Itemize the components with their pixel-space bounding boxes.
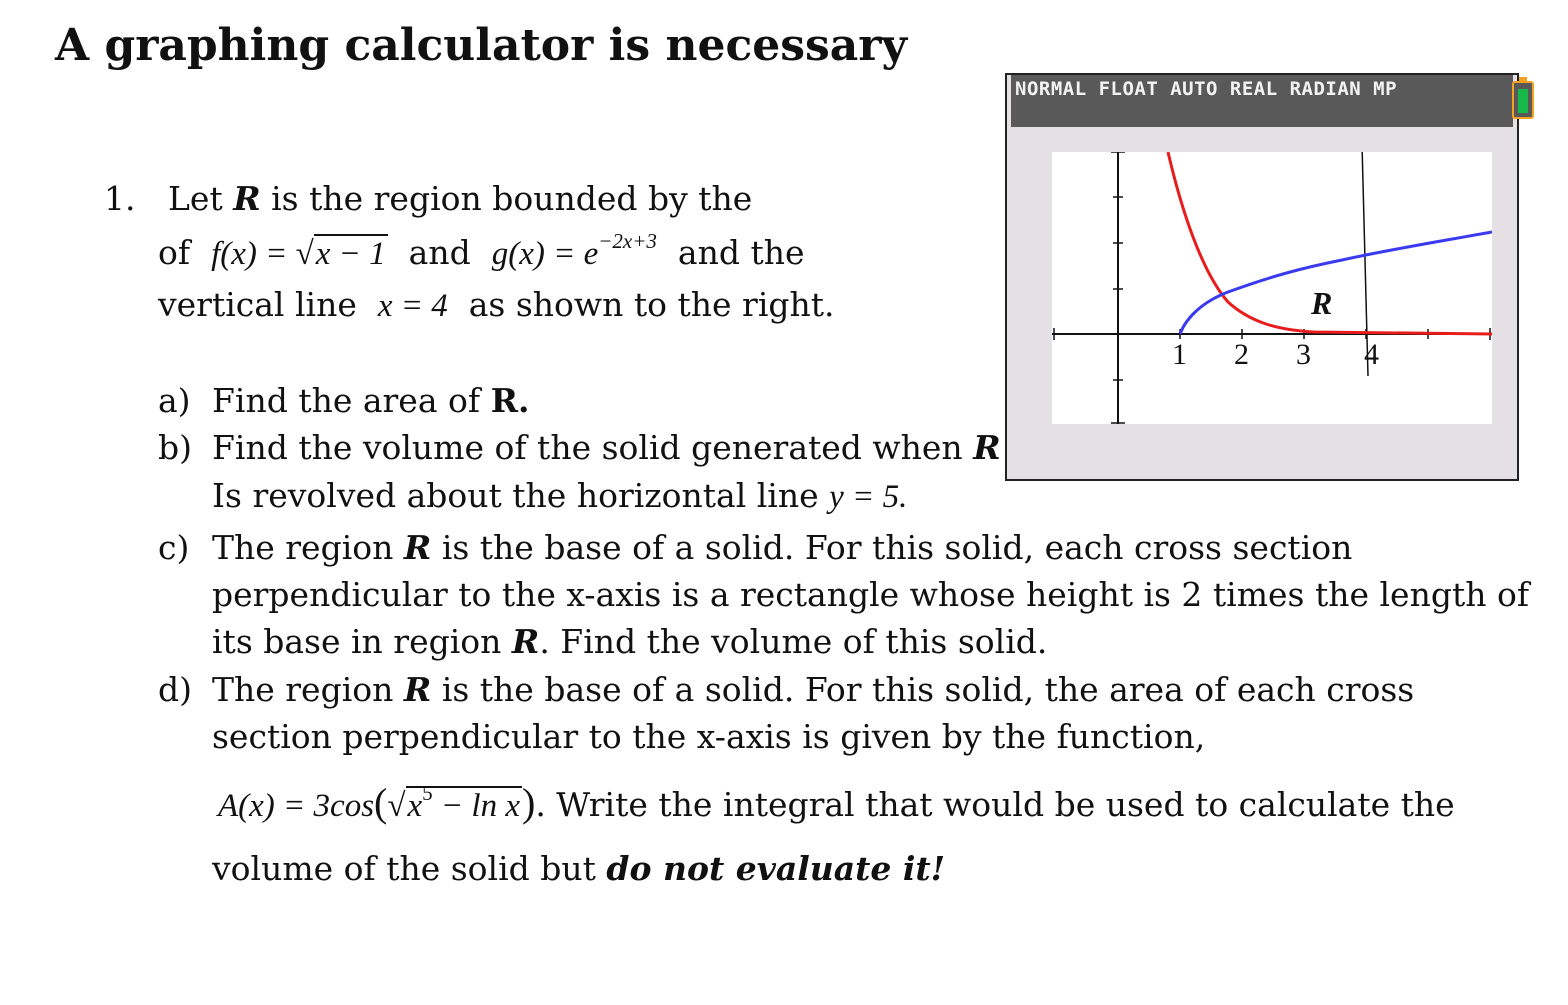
area-function: $A(x) = 3\cos(√x^5 - \ln x)$ — [218, 780, 536, 825]
page-title: A graphing calculator is necessary — [55, 20, 908, 71]
part-d-line-1: The region R is the base of a solid. For this solid, the area of each cross — [212, 670, 1415, 709]
tick-label-1: 1 — [1172, 338, 1187, 371]
region-label: R — [1311, 285, 1333, 321]
part-b-label: b) — [158, 428, 192, 467]
part-d-label: d) — [158, 670, 192, 709]
part-d-line-4: volume of the solid but do not evaluate it! — [212, 849, 946, 888]
tick-label-2: 2 — [1234, 338, 1249, 371]
calculator-status-bar — [1011, 75, 1513, 127]
part-a-text: Find the area of R. — [212, 381, 530, 420]
part-b-line-1: Find the volume of the solid generated when R — [212, 428, 1001, 467]
graph-svg — [1052, 152, 1492, 424]
part-c-line-2: perpendicular to the x-axis is a rectangle whose height is 2 times the length of — [212, 575, 1530, 614]
problem-number: 1. — [104, 179, 136, 218]
calculator-status-text: NORMAL FLOAT AUTO REAL RADIAN MP — [1015, 78, 1398, 100]
f-curve — [1180, 232, 1492, 334]
tick-label-3: 3 — [1296, 338, 1311, 371]
problem-line-2: of f(x) = √x − 1 and $g(x) = e^{-2x+3}$ and the — [158, 229, 805, 272]
part-a-label: a) — [158, 381, 191, 420]
g-definition: $g(x) = e^{-2x+3}$ — [491, 229, 657, 272]
f-definition: f(x) = √x − 1 — [211, 236, 386, 272]
part-c-line-1: The region R is the base of a solid. For this solid, each cross section — [212, 528, 1353, 567]
part-c-label: c) — [158, 528, 190, 567]
region-r: R — [233, 179, 261, 218]
part-d-line-3: $A(x) = 3\cos(√x^5 - \ln x)$. Write the integral that would be used to calculate the — [218, 780, 1455, 825]
emphasis-text: do not evaluate it! — [606, 849, 946, 888]
problem-line-1: Let R is the region bounded by the — [168, 179, 753, 218]
tick-label-4: 4 — [1364, 338, 1379, 371]
part-d-line-2: section perpendicular to the x-axis is given by the function, — [212, 717, 1206, 756]
calculator-graph — [1052, 152, 1492, 424]
battery-icon — [1512, 81, 1534, 119]
part-c-line-3: its base in region R. Find the volume of this solid. — [212, 622, 1048, 661]
part-b-line-2: Is revolved about the horizontal line y = 5. — [212, 476, 908, 515]
problem-line-3: vertical line x = 4 as shown to the right. — [158, 285, 835, 324]
